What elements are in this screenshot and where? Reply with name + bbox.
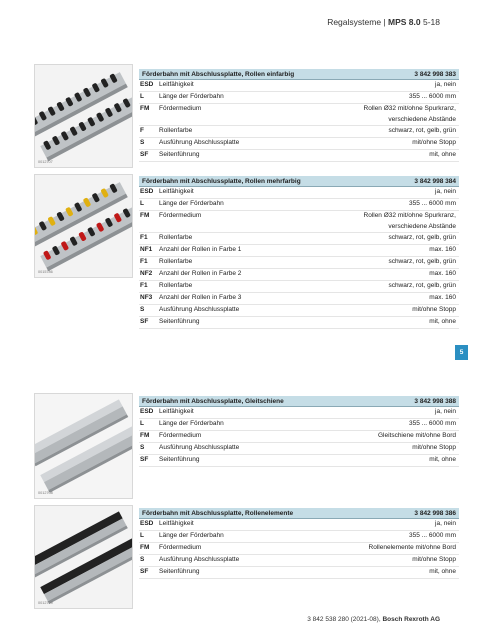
option-description: Rollenfarbe	[159, 282, 193, 289]
option-description: Rollenfarbe	[159, 234, 193, 241]
option-description: Rollenfarbe	[159, 258, 193, 265]
option-description: Seitenführung	[159, 151, 200, 158]
footer-docref: 3 842 538 280 (2021-08),	[307, 616, 381, 623]
spec-table-header	[139, 396, 459, 407]
table-row	[139, 519, 459, 531]
option-code: S	[140, 306, 145, 313]
option-value: Rollen Ø32 mit/ohne Spurkranz, verschiedene Abstände	[363, 212, 456, 230]
option-code: NF3	[140, 294, 153, 301]
option-code: ESD	[140, 408, 154, 415]
product-title: Förderbahn mit Abschlussplatte, Rollen mehrfarbig	[142, 177, 301, 185]
spec-table	[139, 176, 459, 329]
option-value: 355 ... 6000 mm	[409, 93, 456, 100]
product-number: 3 842 998 388	[414, 397, 456, 405]
option-value: mit/ohne Stopp	[412, 139, 456, 146]
option-value: mit/ohne Stopp	[412, 306, 456, 313]
option-description: Ausführung Abschlussplatte	[159, 444, 240, 451]
option-code: L	[140, 93, 144, 100]
option-code: S	[140, 556, 145, 563]
option-code: FM	[140, 105, 150, 112]
option-value: max. 160	[429, 294, 456, 301]
product-title: Förderbahn mit Abschlussplatte, Rollenelemente	[142, 509, 294, 517]
product-number: 3 842 998 383	[414, 70, 456, 78]
spec-table-header	[139, 508, 459, 519]
product-image-rollers-multi-color	[34, 174, 133, 278]
table-row	[139, 443, 459, 455]
option-description: Rollenfarbe	[159, 127, 193, 134]
header-section: Regalsysteme |	[327, 17, 386, 27]
option-description: Ausführung Abschlussplatte	[159, 306, 240, 313]
option-code: L	[140, 200, 144, 207]
option-description: Anzahl der Rollen in Farbe 2	[159, 270, 242, 277]
table-row	[139, 305, 459, 317]
spec-table	[139, 69, 459, 162]
table-row	[139, 531, 459, 543]
spec-table	[139, 508, 459, 579]
option-value: schwarz, rot, gelb, grün	[388, 234, 456, 241]
option-description: Länge der Förderbahn	[159, 532, 224, 539]
product-number: 3 842 998 384	[414, 177, 456, 185]
option-value: schwarz, rot, gelb, grün	[388, 127, 456, 134]
page-footer	[307, 616, 440, 623]
option-description: Fördermedium	[159, 544, 202, 551]
spec-table	[139, 396, 459, 467]
header-product: MPS 8.0	[388, 17, 421, 27]
option-description: Seitenführung	[159, 568, 200, 575]
option-code: L	[140, 420, 144, 427]
option-description: Anzahl der Rollen in Farbe 3	[159, 294, 242, 301]
option-code: F	[140, 127, 144, 134]
option-value: schwarz, rot, gelb, grün	[388, 258, 456, 265]
product-number: 3 842 998 386	[414, 509, 456, 517]
option-description: Leitfähigkeit	[159, 408, 194, 415]
option-value: 355 ... 6000 mm	[409, 200, 456, 207]
option-value: ja, nein	[435, 81, 456, 88]
option-value: 355 ... 6000 mm	[409, 532, 456, 539]
option-code: NF1	[140, 246, 153, 253]
option-description: Fördermedium	[159, 432, 202, 439]
table-row	[139, 211, 459, 233]
option-code: F1	[140, 282, 148, 289]
table-row	[139, 199, 459, 211]
option-value: mit, ohne	[429, 318, 456, 325]
image-code: 0015786	[38, 270, 53, 274]
table-row	[139, 233, 459, 245]
option-value: max. 160	[429, 246, 456, 253]
product-image-slide-rail	[34, 393, 133, 499]
option-description: Länge der Förderbahn	[159, 200, 224, 207]
table-row	[139, 293, 459, 305]
option-code: NF2	[140, 270, 153, 277]
table-row	[139, 80, 459, 92]
option-value: Rollenelemente mit/ohne Bord	[368, 544, 456, 551]
option-code: F1	[140, 258, 148, 265]
option-value: max. 160	[429, 270, 456, 277]
option-value: ja, nein	[435, 520, 456, 527]
option-description: Leitfähigkeit	[159, 81, 194, 88]
table-row	[139, 257, 459, 269]
table-row	[139, 431, 459, 443]
option-code: S	[140, 139, 145, 146]
option-code: SF	[140, 568, 149, 575]
option-value: 355 ... 6000 mm	[409, 420, 456, 427]
option-code: FM	[140, 432, 150, 439]
table-row	[139, 269, 459, 281]
table-row	[139, 419, 459, 431]
option-value: mit, ohne	[429, 568, 456, 575]
option-value: mit/ohne Stopp	[412, 556, 456, 563]
header-page-number: 5-18	[422, 17, 440, 27]
product-image-rollers-single-color	[34, 64, 133, 168]
spec-table-header	[139, 69, 459, 80]
table-row	[139, 555, 459, 567]
option-value: schwarz, rot, gelb, grün	[388, 282, 456, 289]
table-row	[139, 455, 459, 467]
chapter-tab: 5	[455, 345, 468, 360]
option-value: Gleitschiene mit/ohne Bord	[377, 432, 456, 439]
option-code: L	[140, 532, 144, 539]
option-description: Fördermedium	[159, 105, 202, 112]
option-code: SF	[140, 456, 149, 463]
footer-company: Bosch Rexroth AG	[382, 616, 440, 623]
table-row	[139, 104, 459, 126]
option-code: FM	[140, 212, 150, 219]
option-description: Fördermedium	[159, 212, 202, 219]
table-row	[139, 126, 459, 138]
option-value: mit, ohne	[429, 151, 456, 158]
table-row	[139, 317, 459, 329]
option-code: SF	[140, 151, 149, 158]
option-value: ja, nein	[435, 188, 456, 195]
option-description: Leitfähigkeit	[159, 188, 194, 195]
option-value: Rollen Ø32 mit/ohne Spurkranz, verschiedene Abstände	[363, 105, 456, 123]
product-title: Förderbahn mit Abschlussplatte, Gleitschiene	[142, 397, 284, 405]
option-description: Leitfähigkeit	[159, 520, 194, 527]
image-code: 0012709	[38, 601, 53, 605]
image-code: 0012708	[38, 491, 53, 495]
table-row	[139, 567, 459, 579]
table-row	[139, 543, 459, 555]
option-description: Seitenführung	[159, 456, 200, 463]
option-description: Ausführung Abschlussplatte	[159, 556, 240, 563]
table-row	[139, 407, 459, 419]
option-code: S	[140, 444, 145, 451]
product-title: Förderbahn mit Abschlussplatte, Rollen einfarbig	[142, 70, 295, 78]
option-description: Ausführung Abschlussplatte	[159, 139, 240, 146]
page-header	[327, 17, 440, 27]
image-code: 0012707	[38, 160, 53, 164]
option-description: Länge der Förderbahn	[159, 420, 224, 427]
table-row	[139, 187, 459, 199]
option-description: Seitenführung	[159, 318, 200, 325]
table-row	[139, 281, 459, 293]
option-code: ESD	[140, 188, 154, 195]
spec-table-header	[139, 176, 459, 187]
option-value: mit, ohne	[429, 456, 456, 463]
option-value: mit/ohne Stopp	[412, 444, 456, 451]
product-image-roller-elements	[34, 505, 133, 609]
option-description: Anzahl der Rollen in Farbe 1	[159, 246, 242, 253]
option-code: FM	[140, 544, 150, 551]
option-value: ja, nein	[435, 408, 456, 415]
table-row	[139, 138, 459, 150]
option-description: Länge der Förderbahn	[159, 93, 224, 100]
option-code: ESD	[140, 81, 154, 88]
table-row	[139, 92, 459, 104]
option-code: F1	[140, 234, 148, 241]
table-row	[139, 245, 459, 257]
option-code: ESD	[140, 520, 154, 527]
table-row	[139, 150, 459, 162]
option-code: SF	[140, 318, 149, 325]
